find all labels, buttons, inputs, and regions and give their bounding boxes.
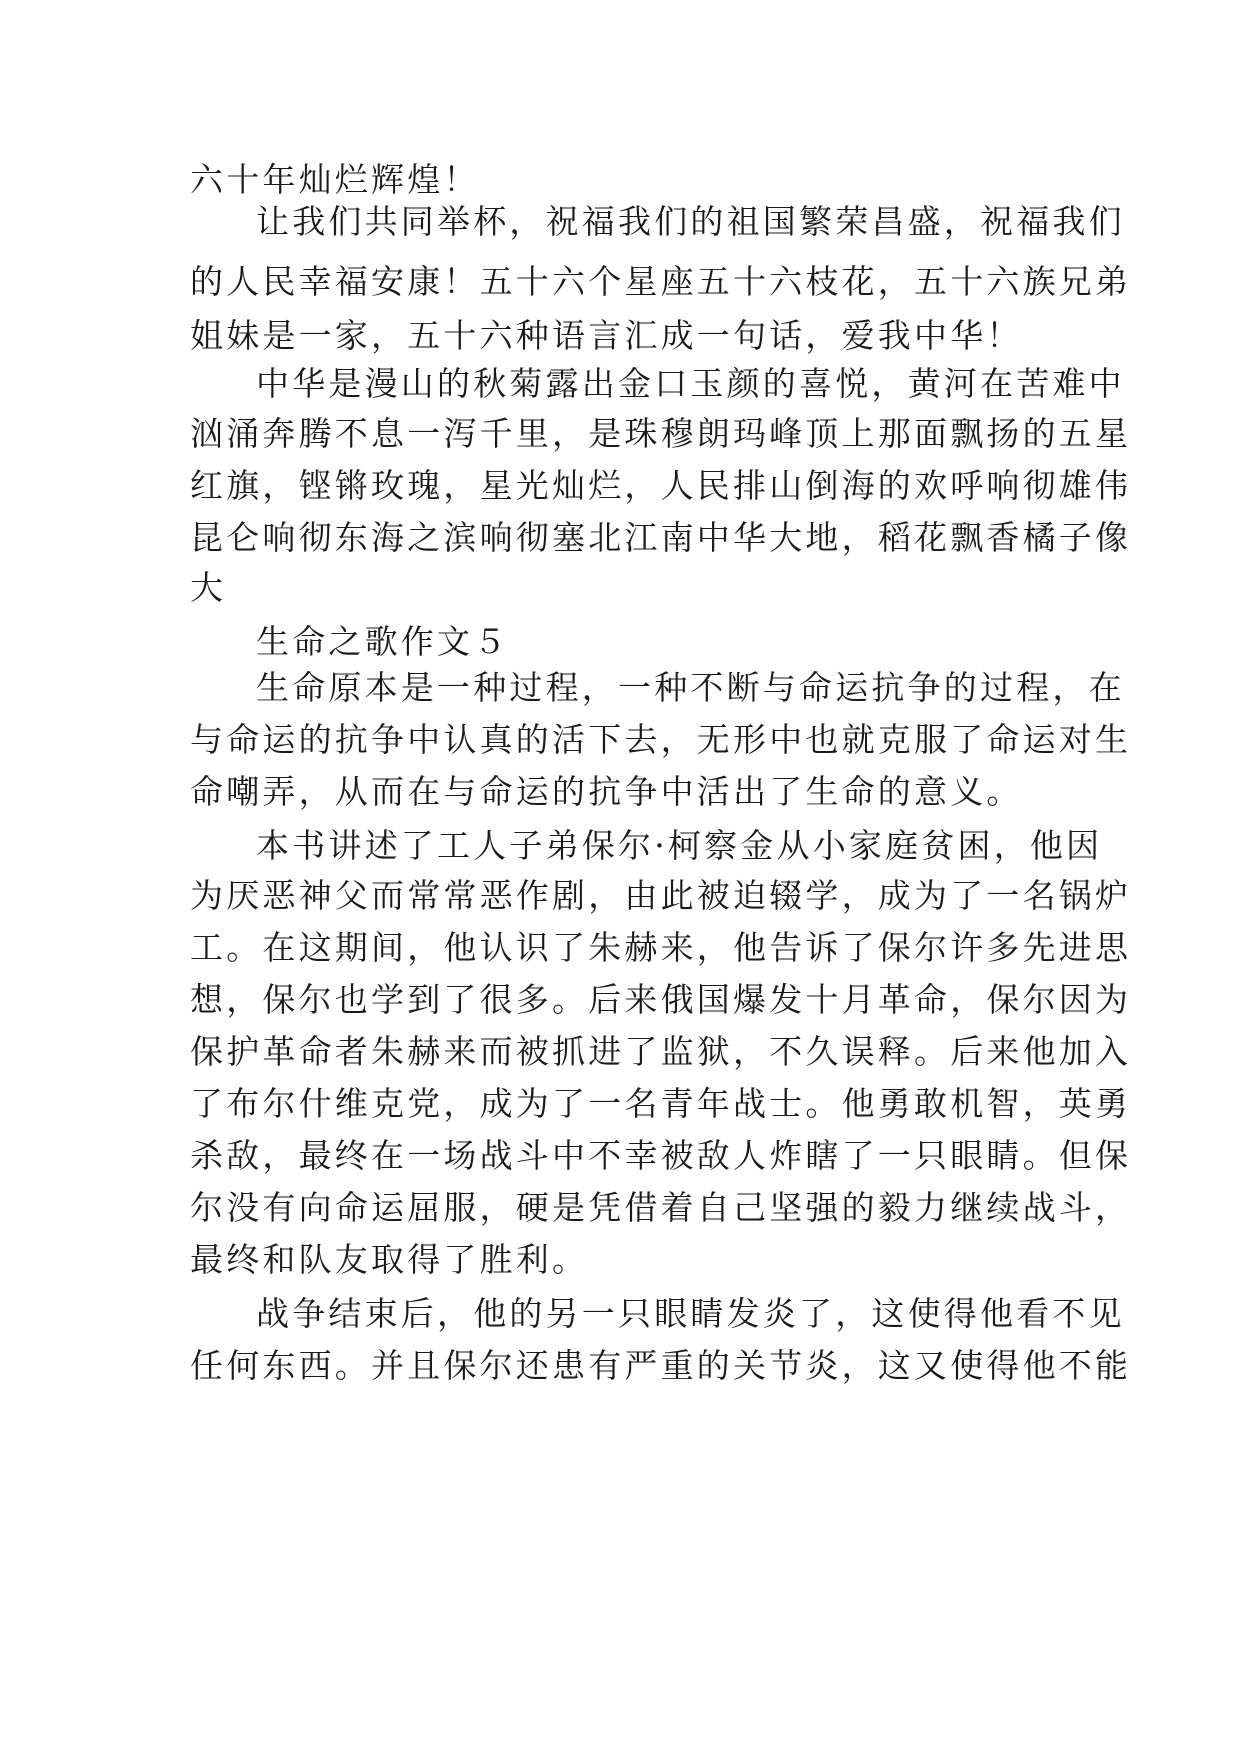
text-line: 杀敌，最终在一场战斗中不幸被敌人炸瞎了一只眼睛。但保 [190, 1136, 1132, 1175]
paragraph-start-line: 生命原本是一种过程，一种不断与命运抗争的过程，在 [256, 668, 1125, 707]
text-line: 姐妹是一家，五十六种语言汇成一句话，爱我中华！ [190, 316, 1023, 355]
text-line: 工。在这期间，他认识了朱赫来，他告诉了保尔许多先进思 [190, 928, 1132, 967]
text-line: 六十年灿烂辉煌！ [190, 160, 480, 199]
text-line: 最终和队友取得了胜利。 [190, 1240, 589, 1279]
text-line: 保护革命者朱赫来而被抓进了监狱，不久误释。后来他加入 [190, 1032, 1132, 1071]
section-heading: 生命之歌作文５ [256, 622, 510, 661]
text-line: 任何东西。并且保尔还患有严重的关节炎，这又使得他不能 [190, 1346, 1132, 1385]
paragraph-start-line: 战争结束后，他的另一只眼睛发炎了，这使得他看不见 [256, 1294, 1125, 1333]
text-line: 尔没有向命运屈服，硬是凭借着自己坚强的毅力继续战斗， [190, 1188, 1132, 1227]
text-line: 了布尔什维克党，成为了一名青年战士。他勇敢机智，英勇 [190, 1084, 1132, 1123]
paragraph-start-line: 让我们共同举杯，祝福我们的祖国繁荣昌盛，祝福我们 [256, 202, 1125, 241]
text-line: 与命运的抗争中认真的活下去，无形中也就克服了命运对生 [190, 720, 1132, 759]
text-line: 命嘲弄，从而在与命运的抗争中活出了生命的意义。 [190, 772, 1023, 811]
text-line: 汹涌奔腾不息一泻千里，是珠穆朗玛峰顶上那面飘扬的五星 [190, 414, 1132, 453]
text-line: 为厌恶神父而常常恶作剧，由此被迫辍学，成为了一名锅炉 [190, 876, 1132, 915]
text-line: 大 [190, 568, 227, 607]
paragraph-start-line: 中华是漫山的秋菊露出金口玉颜的喜悦，黄河在苦难中 [256, 364, 1125, 403]
text-line: 昆仑响彻东海之滨响彻塞北江南中华大地，稻花飘香橘子像 [190, 518, 1132, 557]
text-line: 的人民幸福安康！五十六个星座五十六枝花，五十六族兄弟 [190, 262, 1132, 301]
paragraph-start-line: 本书讲述了工人子弟保尔·柯察金从小家庭贫困，他因 [256, 826, 1103, 865]
text-line: 红旗，铿锵玫瑰，星光灿烂，人民排山倒海的欢呼响彻雄伟 [190, 466, 1132, 505]
text-line: 想，保尔也学到了很多。后来俄国爆发十月革命，保尔因为 [190, 980, 1132, 1019]
